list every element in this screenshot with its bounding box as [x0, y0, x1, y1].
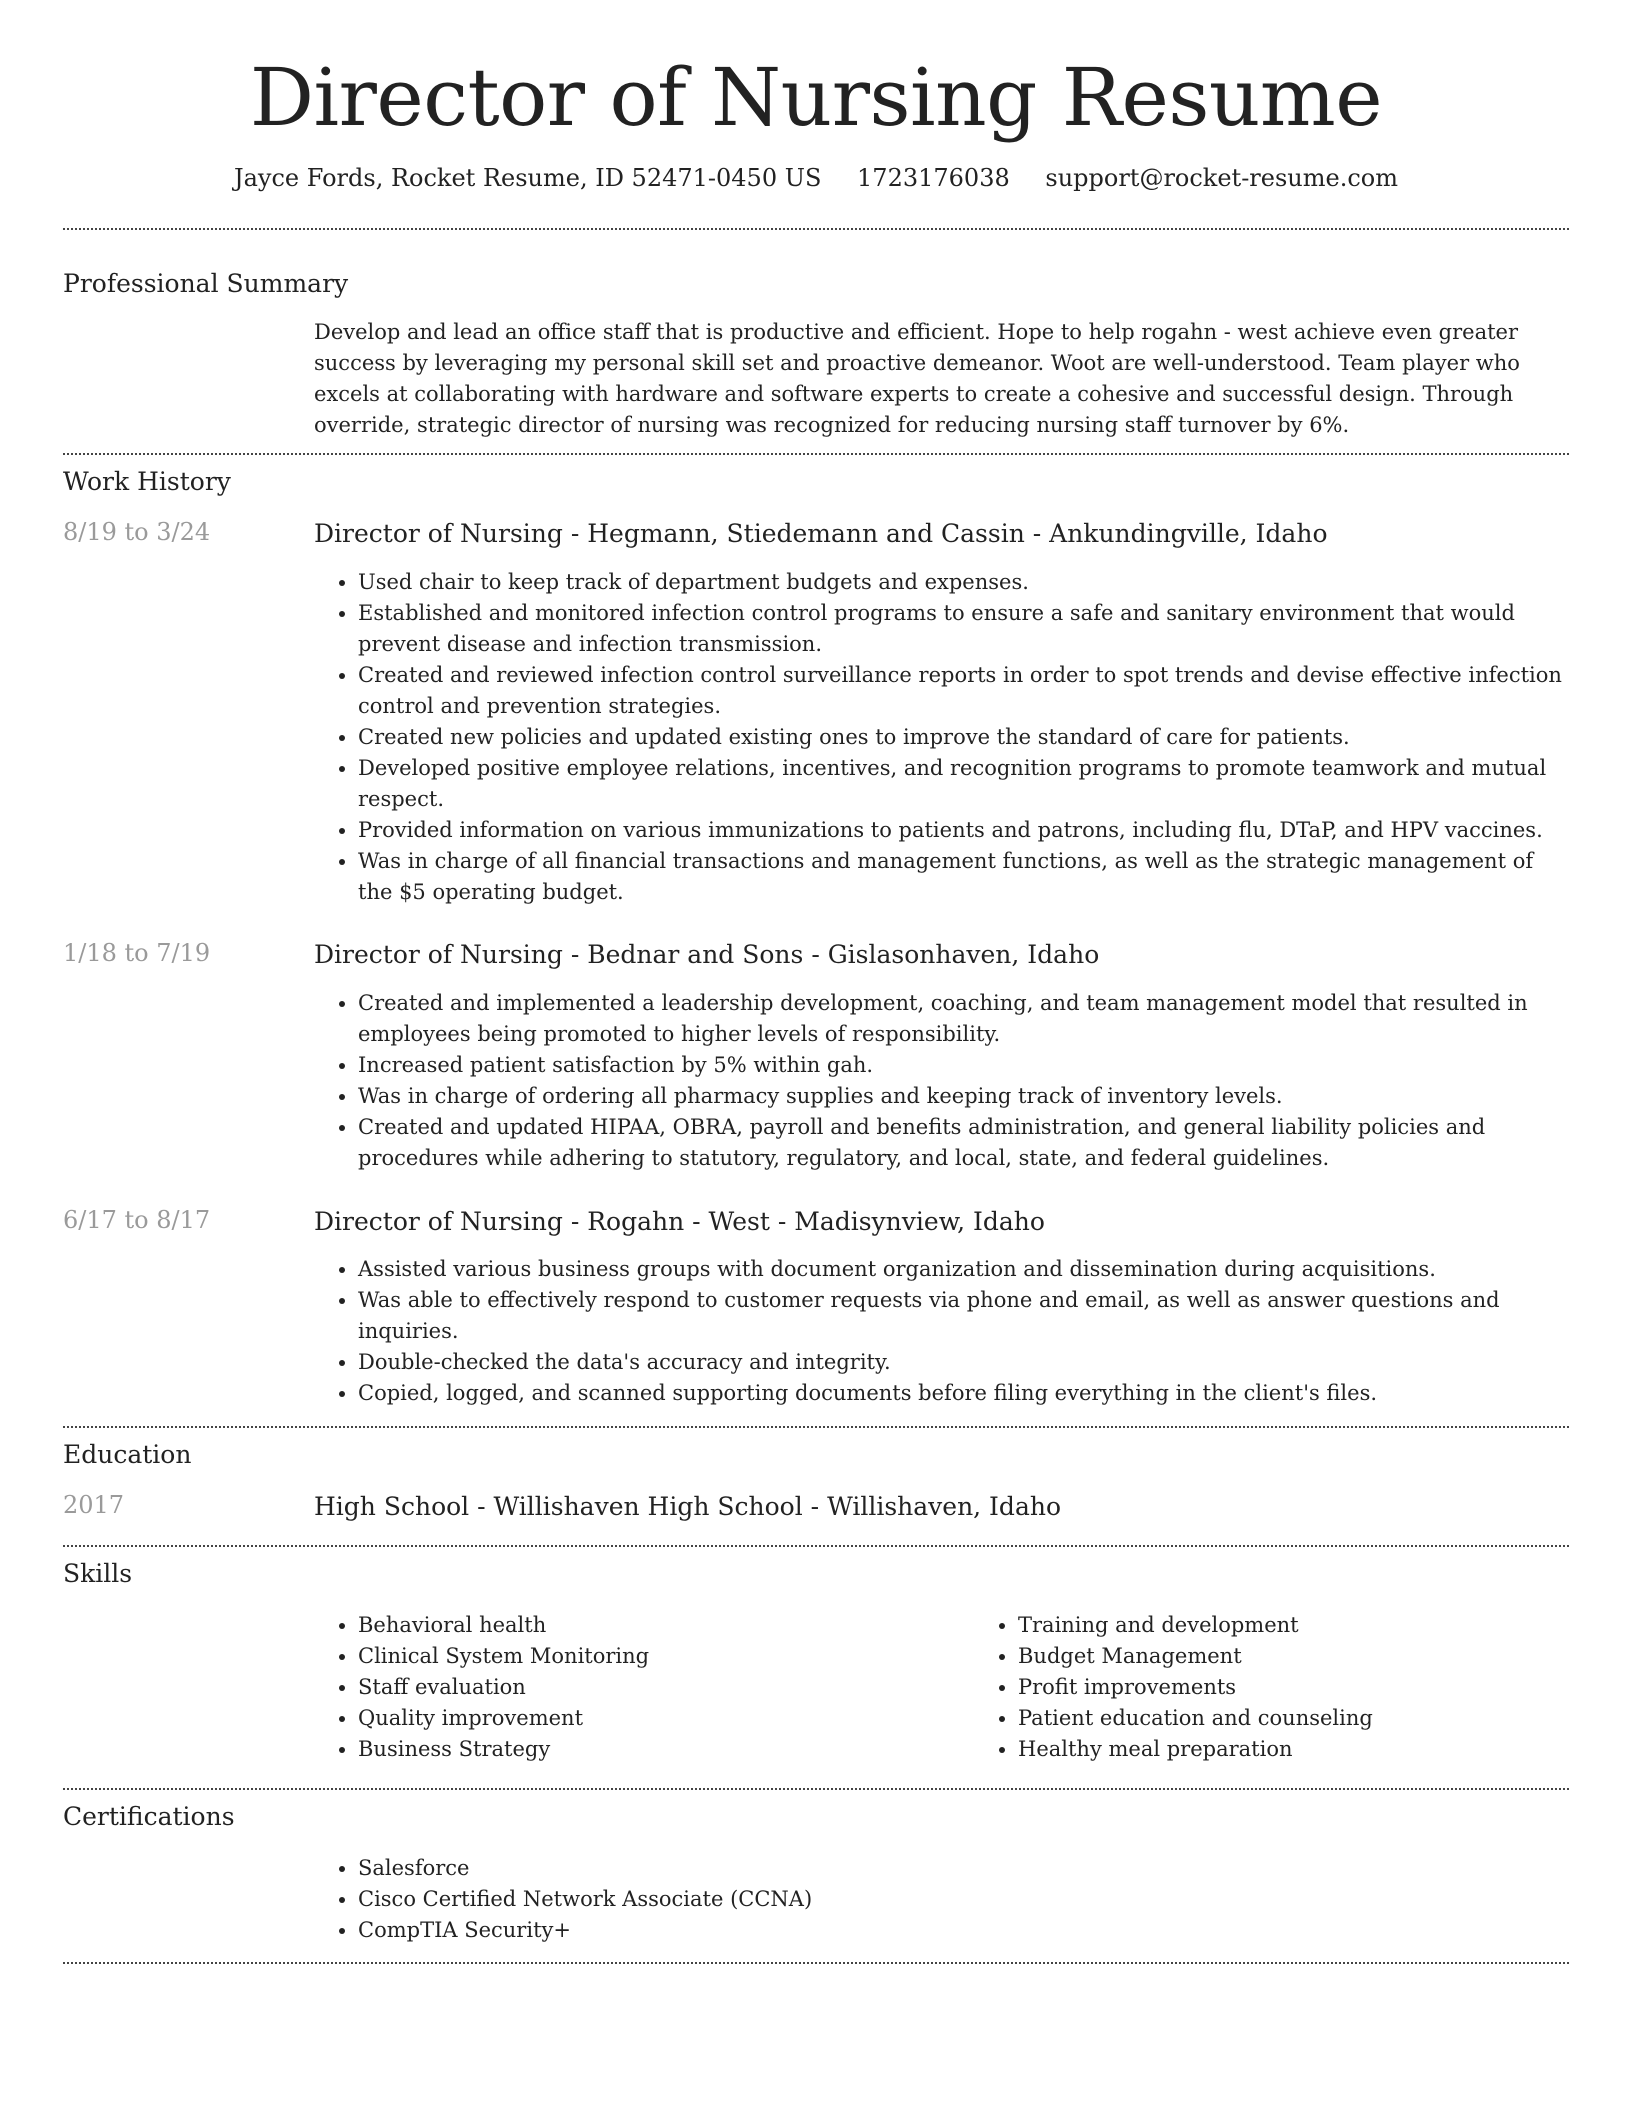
- job-dates: 6/17 to 8/17: [63, 1206, 211, 1234]
- skills-heading: Skills: [63, 1559, 133, 1588]
- list-item: • Created new policies and updated existing ones to improve the standard of care for patients.: [358, 722, 1569, 753]
- resume-title: Director of Nursing Resume: [249, 51, 1383, 144]
- contact-email: support@rocket-resume.com: [1045, 164, 1398, 192]
- job-bullets: [314, 1254, 1569, 1409]
- education-entry: [63, 1491, 1569, 1522]
- job-title: Director of Nursing - Hegmann, Stiedemann and Cassin - Ankundingville, Idaho: [314, 519, 1328, 548]
- skills-list-left: [314, 1610, 974, 1765]
- list-item: • Established and monitored infection control programs to ensure a safe and sanitary environment that would prevent disease and infection transmission.: [358, 598, 1569, 660]
- job-dates: 8/19 to 3/24: [63, 518, 211, 546]
- job-entry: [63, 518, 1569, 908]
- contact-phone: 1723176038: [857, 164, 1010, 192]
- list-item: • Quality improvement: [358, 1703, 974, 1734]
- list-item: • Cisco Certified Network Associate (CCNA): [358, 1884, 1569, 1915]
- certifications-row: [63, 1853, 1569, 1946]
- summary-heading: Professional Summary: [63, 269, 349, 298]
- job-bullets: [314, 988, 1569, 1174]
- education-year: 2017: [63, 1491, 125, 1519]
- list-item: • Used chair to keep track of department budgets and expenses.: [358, 567, 1569, 598]
- job-entry: [63, 939, 1569, 1174]
- list-item: • Business Strategy: [358, 1734, 974, 1765]
- summary-row: [63, 317, 1569, 441]
- certifications-list: [314, 1853, 1569, 1946]
- list-item: • Copied, logged, and scanned supporting documents before filing everything in the client's files.: [358, 1378, 1569, 1409]
- list-item: • Budget Management: [1018, 1641, 1632, 1672]
- divider: [63, 1788, 1569, 1790]
- work-history-heading: Work History: [63, 467, 231, 496]
- list-item: • Was in charge of ordering all pharmacy supplies and keeping track of inventory levels.: [358, 1081, 1569, 1112]
- list-item: • Developed positive employee relations, incentives, and recognition programs to promote teamwork and mutual respect.: [358, 753, 1569, 815]
- list-item: • Was in charge of all financial transactions and management functions, as well as the strategic management of the $5 operating budget.: [358, 846, 1569, 908]
- list-item: • Assisted various business groups with document organization and dissemination during acquisitions.: [358, 1254, 1569, 1285]
- divider: [63, 453, 1569, 455]
- job-entry: [63, 1206, 1569, 1409]
- education-detail: High School - Willishaven High School - Willishaven, Idaho: [314, 1492, 1061, 1521]
- list-item: • Created and reviewed infection control surveillance reports in order to spot trends and devise effective infection control and prevention strategies.: [358, 660, 1569, 722]
- list-item: • Double-checked the data's accuracy and integrity.: [358, 1347, 1569, 1378]
- divider: [63, 1426, 1569, 1428]
- job-title: Director of Nursing - Rogahn - West - Madisynview, Idaho: [314, 1207, 1045, 1236]
- job-title: Director of Nursing - Bednar and Sons - Gislasonhaven, Idaho: [314, 940, 1100, 969]
- list-item: • Training and development: [1018, 1610, 1632, 1641]
- list-item: • Healthy meal preparation: [1018, 1734, 1632, 1765]
- contact-address: Jayce Fords, Rocket Resume, ID 52471-0450 US: [234, 164, 822, 192]
- list-item: • Profit improvements: [1018, 1672, 1632, 1703]
- list-item: • Provided information on various immunizations to patients and patrons, including flu, DTaP, and HPV vaccines.: [358, 815, 1569, 846]
- job-bullets: [314, 567, 1569, 908]
- certifications-heading: Certifications: [63, 1802, 235, 1831]
- list-item: • Staff evaluation: [358, 1672, 974, 1703]
- summary-text: Develop and lead an office staff that is productive and efficient. Hope to help rogahn - west achieve even greater success by leveraging my personal skill set and proactive demeanor. Woot are well-understood. Team player who excels at collaborating with hardware and software experts to create a cohesive and successful design. Through override, strategic director of nursing was recognized for reducing nursing staff turnover by 6%.: [314, 320, 1520, 437]
- list-item: • CompTIA Security+: [358, 1915, 1569, 1946]
- list-item: • Created and updated HIPAA, OBRA, payroll and benefits administration, and general liability policies and procedures while adhering to statutory, regulatory, and local, state, and federal guidelines.: [358, 1112, 1569, 1174]
- list-item: • Was able to effectively respond to customer requests via phone and email, as well as answer questions and inquiries.: [358, 1285, 1569, 1347]
- list-item: • Behavioral health: [358, 1610, 974, 1641]
- divider: [63, 1545, 1569, 1547]
- education-heading: Education: [63, 1440, 192, 1469]
- contact-line: [63, 164, 1569, 192]
- list-item: • Increased patient satisfaction by 5% within gah.: [358, 1050, 1569, 1081]
- list-item: • Clinical System Monitoring: [358, 1641, 974, 1672]
- job-dates: 1/18 to 7/19: [63, 939, 211, 967]
- divider: [63, 228, 1569, 230]
- list-item: • Patient education and counseling: [1018, 1703, 1632, 1734]
- skills-row: [63, 1610, 1569, 1765]
- list-item: • Created and implemented a leadership development, coaching, and team management model that resulted in employees being promoted to higher levels of responsibility.: [358, 988, 1569, 1050]
- list-item: • Salesforce: [358, 1853, 1569, 1884]
- skills-list-right: [974, 1610, 1632, 1765]
- divider: [63, 1962, 1569, 1964]
